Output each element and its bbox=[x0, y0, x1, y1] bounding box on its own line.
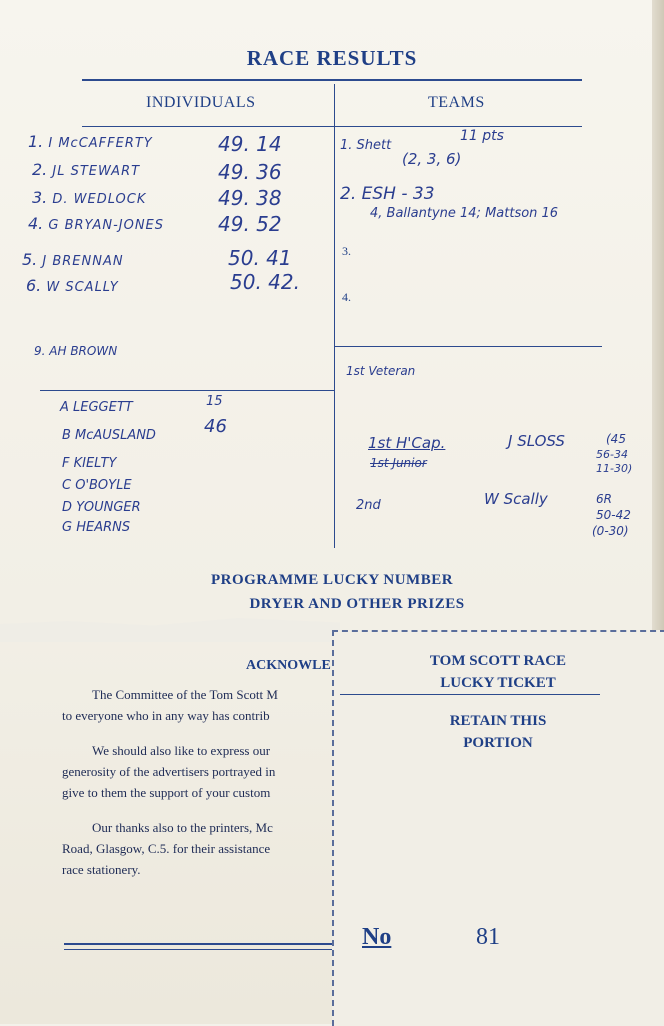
handicap-first-name: J SLOSS bbox=[508, 432, 565, 450]
individual-row: 5. J BRENNAN bbox=[22, 250, 124, 269]
handicap-first-time-a: 56-34 bbox=[596, 448, 628, 461]
handicap-second-name: W Scally bbox=[484, 490, 548, 508]
ticket-number: 81 bbox=[476, 924, 500, 950]
lucky-prizes-heading: DRYER AND OTHER PRIZES bbox=[249, 596, 465, 612]
page-title: RACE RESULTS bbox=[246, 46, 418, 70]
ticket-title: TOM SCOTT RACE LUCKY TICKET bbox=[429, 653, 567, 691]
veteran-label: 1st Veteran bbox=[346, 364, 416, 378]
lower-name: C O'BOYLE bbox=[62, 478, 132, 493]
lower-name: B McAUSLAND bbox=[62, 428, 156, 443]
teams-heading: TEAMS bbox=[428, 94, 485, 111]
lower-name: A LEGGETT bbox=[60, 400, 133, 415]
handicap-second-detail: 6R bbox=[596, 492, 612, 506]
title-rule bbox=[82, 79, 582, 81]
lower-name: G HEARNS bbox=[62, 520, 131, 535]
column-divider bbox=[334, 84, 335, 548]
teams-lower-rule bbox=[334, 346, 602, 347]
header-rule bbox=[82, 126, 582, 127]
handicap-second-time-a: 50-42 bbox=[596, 508, 631, 522]
individual-time: 49. 38 bbox=[218, 186, 282, 210]
team-first-members: (2, 3, 6) bbox=[402, 150, 462, 168]
ack-text: The Committee of the Tom Scott M to everyone who in any way has contrib We should also like to express our generosity of the advertisers portrayed in give to them the support of your custom Our thanks also to the printers, Mc Road, Glasgow, C.5. for their assistance race stationery. bbox=[62, 687, 278, 877]
lower-name: D YOUNGER bbox=[62, 500, 141, 515]
bottom-rule-lower bbox=[64, 949, 332, 950]
lucky-number-heading: PROGRAMME LUCKY NUMBER bbox=[210, 572, 454, 588]
team-second: 2. ESH - 33 bbox=[340, 184, 435, 204]
bottom-rule-upper bbox=[64, 943, 332, 945]
individual-time: 49. 36 bbox=[218, 160, 282, 184]
individual-row: 9. AH BROWN bbox=[34, 344, 118, 358]
lower-name: F KIELTY bbox=[62, 456, 117, 471]
handicap-second-time-b: (0-30) bbox=[592, 524, 629, 538]
team-fourth: 4. bbox=[342, 290, 351, 304]
individual-time: 49. 14 bbox=[218, 132, 282, 156]
individual-time: 50. 42. bbox=[230, 270, 300, 294]
handicap-first-time-b: 11-30) bbox=[596, 462, 633, 475]
lower-number: 15 bbox=[206, 394, 223, 409]
team-first: 1. Shett bbox=[340, 138, 392, 153]
individuals-lower-rule bbox=[40, 390, 334, 391]
handicap-first-label: 1st H'Cap. bbox=[368, 434, 446, 452]
handicap-second-label: 2nd bbox=[356, 498, 381, 513]
team-third: 3. bbox=[342, 244, 351, 258]
individual-time: 50. 41 bbox=[228, 246, 292, 270]
individual-time: 49. 52 bbox=[218, 212, 282, 236]
individual-row: 4. G BRYAN-JONES bbox=[28, 214, 165, 233]
individual-row: 2. JL STEWART bbox=[32, 160, 141, 179]
individual-row: 1. I McCAFFERTY bbox=[28, 132, 153, 151]
individual-row: 6. W SCALLY bbox=[26, 276, 119, 295]
team-second-members: 4, Ballantyne 14; Mattson 16 bbox=[370, 206, 559, 221]
individual-row: 3. D. WEDLOCK bbox=[32, 188, 147, 207]
handicap-crossed-label: 1st Junior bbox=[370, 456, 427, 470]
ticket-number-label: No bbox=[362, 924, 392, 950]
ticket-retain: RETAIN THIS PORTION bbox=[449, 713, 547, 751]
team-first-points: 11 pts bbox=[460, 128, 504, 144]
lower-number: 46 bbox=[204, 416, 227, 437]
ticket-rule bbox=[340, 694, 600, 695]
individuals-heading: INDIVIDUALS bbox=[146, 94, 256, 111]
ack-heading: ACKNOWLE bbox=[246, 658, 331, 673]
handicap-first-detail: (45 bbox=[606, 432, 626, 446]
